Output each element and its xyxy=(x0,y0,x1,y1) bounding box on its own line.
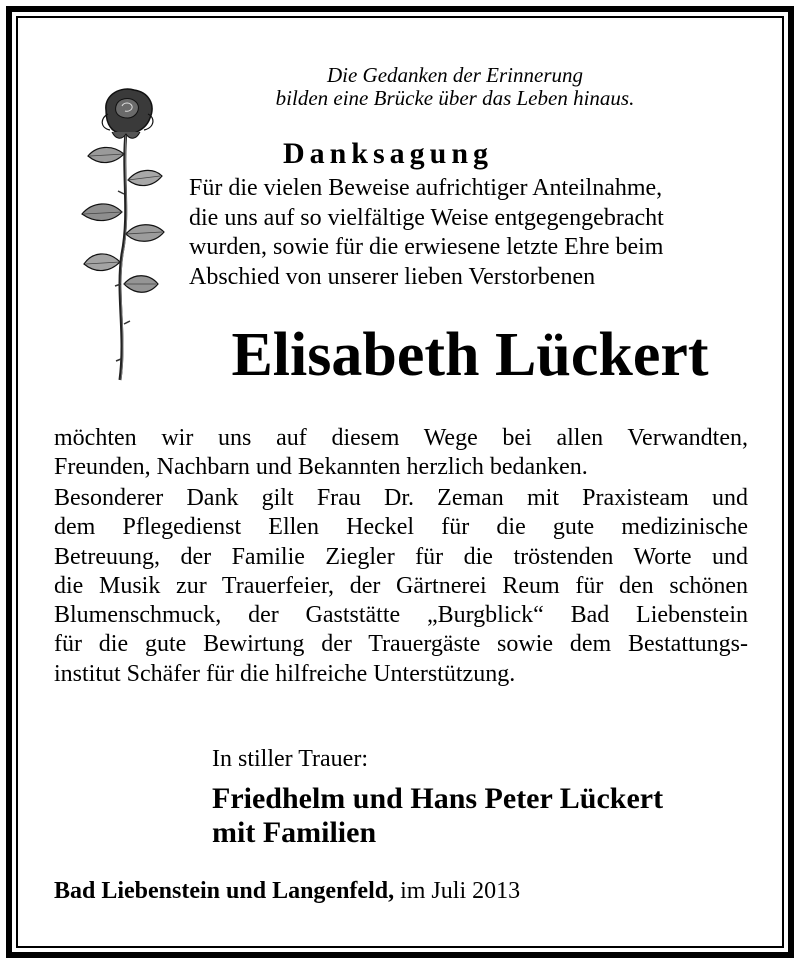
paragraph-line: Blumenschmuck, der Gaststätte „Burgblick“ Bad Liebenstein xyxy=(54,602,748,629)
paragraph-line: institut Schäfer für die hilfreiche Unterstützung. xyxy=(54,660,516,687)
intro-line: Für die vielen Beweise aufrichtiger Anteilnahme, xyxy=(189,175,663,201)
intro-line: Abschied von unserer lieben Verstorbenen xyxy=(189,263,596,290)
intro-text xyxy=(189,174,769,292)
signer-line-1: Friedhelm und Hans Peter Lückert xyxy=(212,782,664,815)
place-and-date xyxy=(54,876,520,906)
heading-danksagung: Danksagung xyxy=(282,137,494,170)
paragraph-line: Betreuung, der Familie Ziegler für die tröstenden Worte und xyxy=(54,543,748,570)
signer-line-2: mit Familien xyxy=(212,816,377,849)
place-name: Bad Liebenstein und Langenfeld, xyxy=(54,878,395,904)
thanks-paragraph-1 xyxy=(54,424,748,483)
deceased-name: Elisabeth Lückert xyxy=(231,321,709,389)
intro-line: wurden, sowie für die erwiesene letzte Ehre beim xyxy=(189,234,664,260)
paragraph-line: möchten wir uns auf diesem Wege bei allen Verwandten, xyxy=(54,425,748,451)
date-text: im Juli 2013 xyxy=(400,878,521,904)
paragraph-line: dem Pflegedienst Ellen Heckel für die gute medizinische xyxy=(54,514,748,541)
paragraph-line: die Musik zur Trauerfeier, der Gärtnerei Reum für den schönen xyxy=(54,572,748,599)
paragraph-line: für die gute Bewirtung der Trauergäste sowie dem Bestattungs- xyxy=(54,631,748,658)
signers xyxy=(212,782,663,850)
paragraph-line: Freunden, Nachbarn und Bekannten herzlich bedanken. xyxy=(54,454,588,481)
motto-quote xyxy=(240,64,670,110)
intro-line: die uns auf so vielfältige Weise entgegengebracht xyxy=(189,204,664,231)
paragraph-line: Besonderer Dank gilt Frau Dr. Zeman mit Praxisteam und xyxy=(54,485,748,511)
thanks-paragraph-2 xyxy=(54,484,748,689)
mourning-label: In stiller Trauer: xyxy=(212,746,368,772)
motto-line-2: bilden eine Brücke über das Leben hinaus. xyxy=(275,86,635,110)
motto-line-1: Die Gedanken der Erinnerung xyxy=(326,63,584,87)
